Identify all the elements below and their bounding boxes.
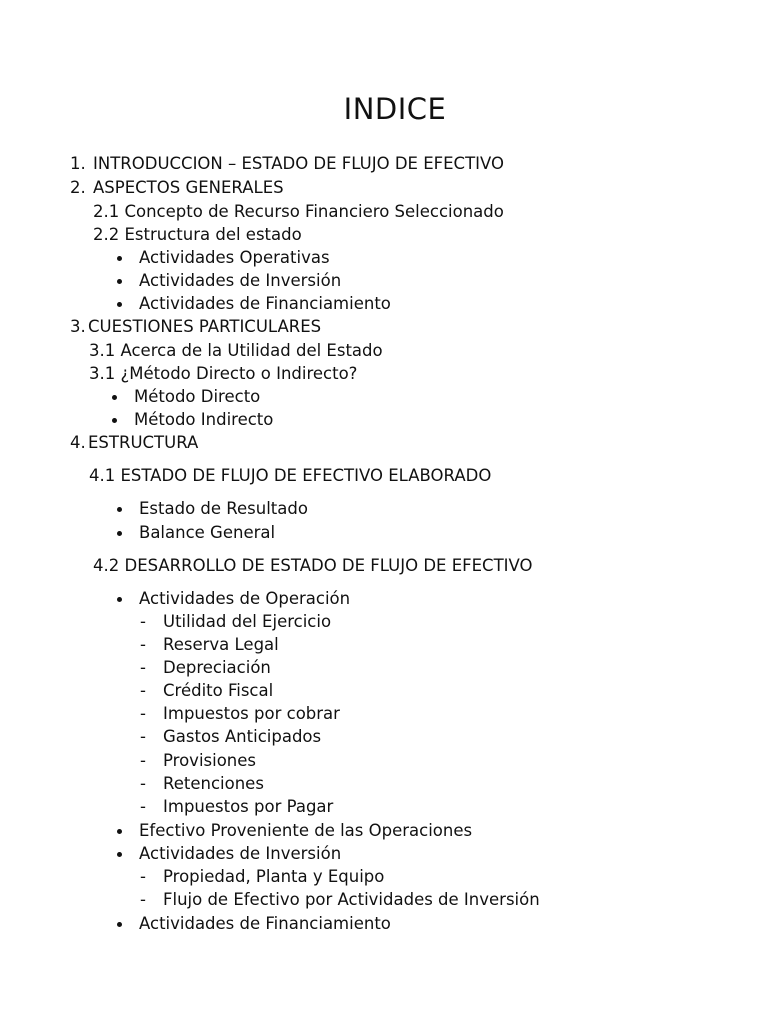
- bullet-icon: [117, 302, 122, 307]
- bullet-icon: [112, 395, 117, 400]
- bullet-icon: [117, 256, 122, 261]
- toc-item-3-text: CUESTIONES PARTICULARES: [88, 317, 322, 336]
- sub-list-item: Gastos Anticipados: [163, 727, 322, 746]
- toc-item-2-1: 2.1 Concepto de Recurso Financiero Seleccionado: [93, 202, 504, 221]
- toc-item-4-2: 4.2 DESARROLLO DE ESTADO DE FLUJO DE EFECTIVO: [93, 556, 533, 575]
- toc-number: 3.: [70, 317, 86, 336]
- dash-marker: -: [140, 797, 146, 816]
- dash-marker: -: [140, 774, 146, 793]
- bullet-icon: [117, 531, 122, 536]
- bullet-icon: [117, 829, 122, 834]
- toc-item-3: [70, 316, 86, 338]
- toc-item-1: [70, 153, 86, 175]
- dash-marker: -: [140, 704, 146, 723]
- sub-list-item: Depreciación: [163, 658, 271, 677]
- sub-list-item: Retenciones: [163, 774, 264, 793]
- sub-list-item: Reserva Legal: [163, 635, 279, 654]
- bullet-icon: [117, 852, 122, 857]
- bullet-icon: [117, 922, 122, 927]
- list-item: Estado de Resultado: [139, 499, 308, 518]
- toc-item-2: [70, 177, 86, 199]
- page-title: INDICE: [343, 92, 447, 126]
- toc-item-1-text: INTRODUCCION – ESTADO DE FLUJO DE EFECTIVO: [93, 154, 505, 173]
- list-item: Actividades de Inversión: [139, 271, 342, 290]
- list-item: Efectivo Proveniente de las Operaciones: [139, 821, 473, 840]
- toc-item-4: [70, 432, 86, 454]
- sub-list-item: Crédito Fiscal: [163, 681, 274, 700]
- toc-item-4-1: 4.1 ESTADO DE FLUJO DE EFECTIVO ELABORADO: [89, 466, 492, 485]
- list-item: Actividades de Financiamiento: [139, 294, 391, 313]
- dash-marker: -: [140, 681, 146, 700]
- toc-number: 1.: [70, 154, 86, 173]
- toc-number: 2.: [70, 178, 86, 197]
- bullet-icon: [117, 279, 122, 284]
- dash-marker: -: [140, 727, 146, 746]
- bullet-icon: [117, 597, 122, 602]
- toc-number: 4.: [70, 433, 86, 452]
- dash-marker: -: [140, 612, 146, 631]
- sub-list-item: Impuestos por cobrar: [163, 704, 340, 723]
- list-item: Actividades Operativas: [139, 248, 330, 267]
- dash-marker: -: [140, 890, 146, 909]
- sub-list-item: Provisiones: [163, 751, 257, 770]
- dash-marker: -: [140, 658, 146, 677]
- bullet-icon: [117, 507, 122, 512]
- list-item: Actividades de Operación: [139, 589, 351, 608]
- toc-item-3-2: 3.1 ¿Método Directo o Indirecto?: [89, 364, 358, 383]
- dash-marker: -: [140, 751, 146, 770]
- toc-item-2-2: 2.2 Estructura del estado: [93, 225, 302, 244]
- list-item: Método Directo: [134, 387, 261, 406]
- list-item: Actividades de Inversión: [139, 844, 342, 863]
- list-item: Balance General: [139, 523, 276, 542]
- list-item: Actividades de Financiamiento: [139, 914, 391, 933]
- toc-item-4-text: ESTRUCTURA: [88, 433, 199, 452]
- toc-item-2-text: ASPECTOS GENERALES: [93, 178, 284, 197]
- sub-list-item: Propiedad, Planta y Equipo: [163, 867, 385, 886]
- sub-list-item: Utilidad del Ejercicio: [163, 612, 332, 631]
- bullet-icon: [112, 418, 117, 423]
- toc-item-3-1: 3.1 Acerca de la Utilidad del Estado: [89, 341, 383, 360]
- dash-marker: -: [140, 635, 146, 654]
- sub-list-item: Impuestos por Pagar: [163, 797, 334, 816]
- sub-list-item: Flujo de Efectivo por Actividades de Inversión: [163, 890, 540, 909]
- dash-marker: -: [140, 867, 146, 886]
- list-item: Método Indirecto: [134, 410, 274, 429]
